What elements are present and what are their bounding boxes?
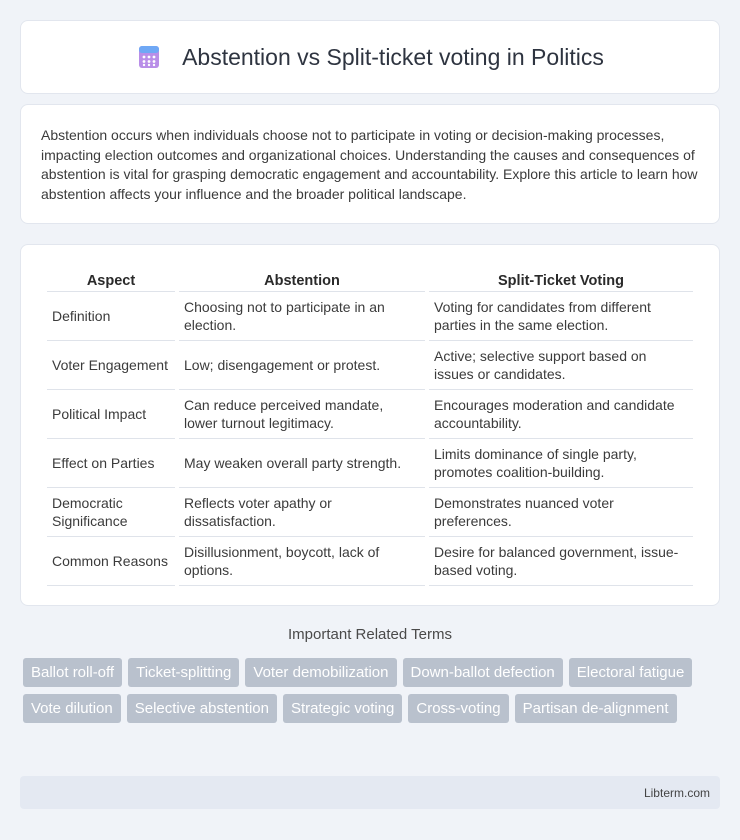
table-header-row: [47, 265, 693, 291]
table-cell-abstention: May weaken overall party strength.: [179, 438, 425, 487]
table-cell-aspect: Democratic Significance: [47, 487, 175, 536]
table-cell-split-ticket: Limits dominance of single party, promotes coalition-building.: [429, 438, 693, 487]
header-card: [20, 20, 720, 94]
table-cell-abstention: Reflects voter apathy or dissatisfaction.: [179, 487, 425, 536]
intro-card: [20, 104, 720, 224]
calculator-icon: [136, 44, 162, 70]
table-cell-aspect: Definition: [47, 291, 175, 340]
tag-down-ballot-defection[interactable]: Down-ballot defection: [403, 658, 563, 687]
table-cell-split-ticket: Desire for balanced government, issue-based voting.: [429, 536, 693, 586]
tag-selective-abstention[interactable]: Selective abstention: [127, 694, 277, 723]
related-terms-title: Important Related Terms: [288, 626, 452, 643]
header-inner: [136, 44, 604, 71]
table-row: [47, 487, 693, 536]
footer: [20, 776, 720, 809]
table-row: [47, 340, 693, 389]
tag-ticket-splitting[interactable]: Ticket-splitting: [128, 658, 239, 687]
column-header-abstention: Abstention: [264, 273, 340, 289]
table-row: [47, 438, 693, 487]
table-row: [47, 389, 693, 438]
intro-text: Abstention occurs when individuals choose not to participate in voting or decision-making processes, impacting election outcomes and organizational choices. Understanding the causes and consequences of abstention is vital for grasping democratic engagement and accountability. Explore this article to learn how abstention affects your influence and the broader political landscape.: [41, 127, 698, 202]
table-cell-split-ticket: Active; selective support based on issues or candidates.: [429, 340, 693, 389]
comparison-card: [20, 244, 720, 606]
tag-voter-demobilization[interactable]: Voter demobilization: [245, 658, 396, 687]
column-header-split-ticket: Split-Ticket Voting: [498, 273, 624, 289]
related-terms-tags: [23, 658, 723, 723]
tag-vote-dilution[interactable]: Vote dilution: [23, 694, 121, 723]
table-cell-split-ticket: Demonstrates nuanced voter preferences.: [429, 487, 693, 536]
table-cell-abstention: Low; disengagement or protest.: [179, 340, 425, 389]
tag-strategic-voting[interactable]: Strategic voting: [283, 694, 402, 723]
table-cell-split-ticket: Encourages moderation and candidate accountability.: [429, 389, 693, 438]
comparison-table: [43, 265, 697, 586]
table-cell-split-ticket: Voting for candidates from different parties in the same election.: [429, 291, 693, 340]
table-cell-abstention: Choosing not to participate in an election.: [179, 291, 425, 340]
table-cell-aspect: Voter Engagement: [47, 340, 175, 389]
table-cell-aspect: Common Reasons: [47, 536, 175, 586]
table-cell-aspect: Political Impact: [47, 389, 175, 438]
table-row: [47, 536, 693, 586]
column-header-aspect: Aspect: [86, 273, 136, 289]
footer-link[interactable]: Libterm.com: [643, 785, 710, 800]
page-title: Abstention vs Split-ticket voting in Politics: [182, 43, 604, 70]
tag-cross-voting[interactable]: Cross-voting: [408, 694, 508, 723]
table-cell-abstention: Can reduce perceived mandate, lower turnout legitimacy.: [179, 389, 425, 438]
tag-partisan-de-alignment[interactable]: Partisan de-alignment: [515, 694, 677, 723]
table-row: [47, 291, 693, 340]
tag-ballot-roll-off[interactable]: Ballot roll-off: [23, 658, 122, 687]
tag-electoral-fatigue[interactable]: Electoral fatigue: [569, 658, 693, 687]
table-cell-abstention: Disillusionment, boycott, lack of options.: [179, 536, 425, 586]
table-cell-aspect: Effect on Parties: [47, 438, 175, 487]
